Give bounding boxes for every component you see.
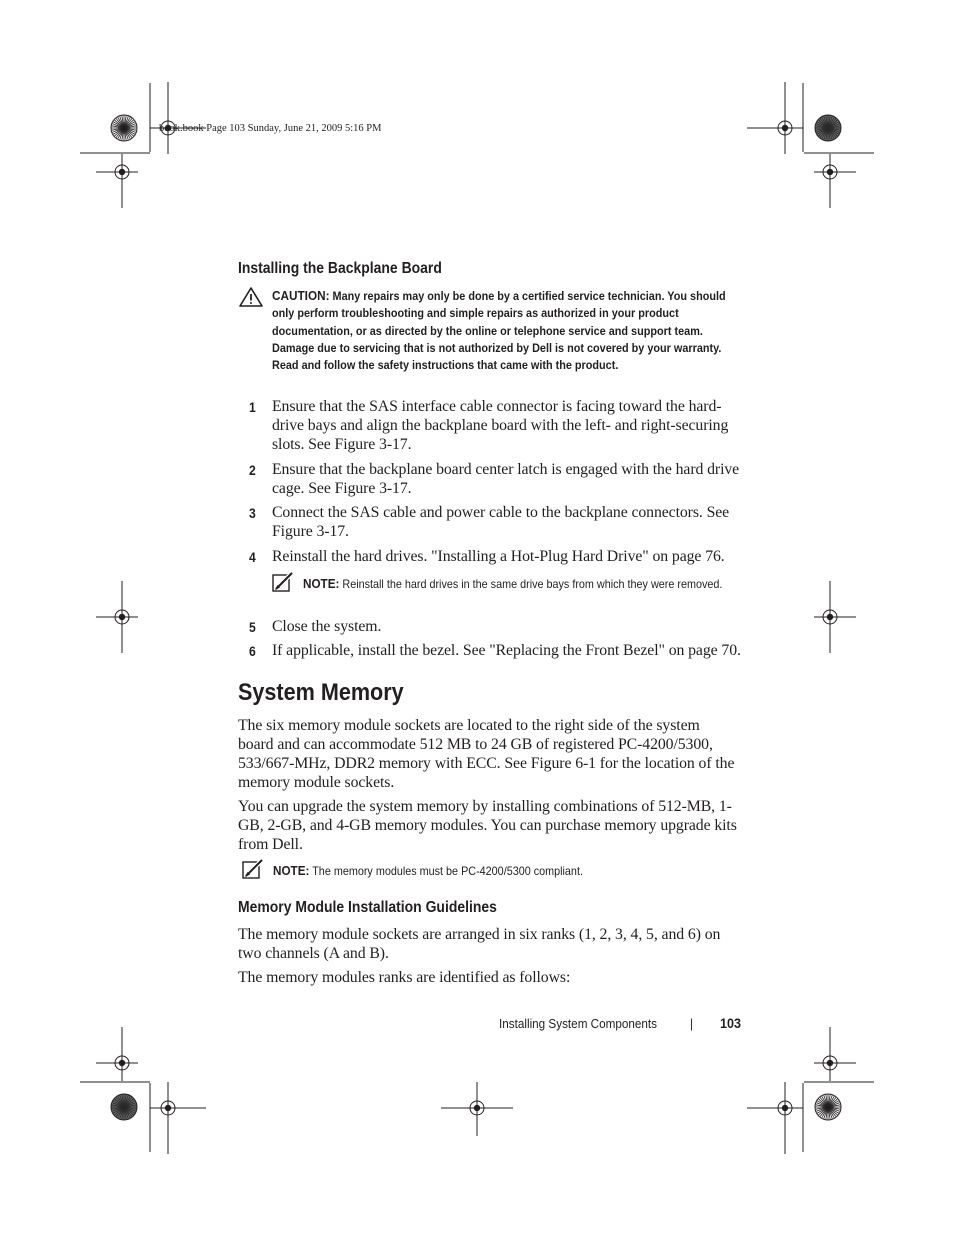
step-number: 3 [249,506,256,521]
step-number: 1 [249,400,256,415]
paragraph: You can upgrade the system memory by installing combinations of 512-MB, 1-GB, 2-GB, and 4-GB memory modules. You can purchase memory upgrade kits from Dell. [238,798,737,853]
step-text: Connect the SAS cable and power cable to the backplane connectors. See Figure 3-17. [272,504,730,540]
print-slug: book.book Page 103 Sunday, June 21, 2009 5:16 PM [159,123,382,134]
footer-section-title: Installing System Components [499,1016,658,1031]
note-block [273,862,705,881]
step-number: 6 [249,644,256,659]
paragraph: The six memory module sockets are located to the right side of the system board and can accommodate 512 MB to 24 GB of registered PC-4200/5300, 533/667-MHz, DDR2 memory with ECC. See Figure 6-1 for the location of the memory module sockets. [238,717,735,791]
step-text: Reinstall the hard drives. "Installing a Hot-Plug Hard Drive" on page 76. [272,548,725,565]
note-text: Reinstall the hard drives in the same drive bays from which they were removed. [339,577,723,591]
section-heading-system-memory: System Memory [238,679,404,706]
step-text: Ensure that the backplane board center latch is engaged with the hard drive cage. See Figure 3-17. [272,461,740,497]
note-text: The memory modules must be PC-4200/5300 compliant. [309,864,583,878]
note-label: NOTE: [273,863,310,878]
note-label: NOTE: [303,576,340,591]
caution-text: Many repairs may only be done by a certified service technician. You should only perform troubleshooting and simple repairs as authorized in your product documentation, or as directed by the online or telephone service and support team. Damage due to servicing that is not authorized by Dell is not covered by your warranty. Read and follow the safety instructions that came with the product. [272,289,726,373]
step-number: 4 [249,550,256,565]
footer-separator: | [690,1016,694,1031]
step-text: If applicable, install the bezel. See "Replacing the Front Bezel" on page 70. [272,642,741,659]
paragraph: The memory modules ranks are identified as follows: [238,969,571,986]
step-text: Ensure that the SAS interface cable connector is facing toward the hard-drive bays and align the backplane board with the left- and right-securing slots. See Figure 3-17. [272,398,729,453]
step-number: 2 [249,463,256,478]
section-heading-guidelines: Memory Module Installation Guidelines [238,899,497,916]
page-number: 103 [720,1015,742,1031]
step-text: Close the system. [272,618,382,635]
section-heading-backplane: Installing the Backplane Board [238,260,442,277]
step-number: 5 [249,620,256,635]
paragraph: The memory module sockets are arranged in six ranks (1, 2, 3, 4, 5, and 6) on two channels (A and B). [238,926,721,962]
caution-label: CAUTION: [272,288,330,303]
